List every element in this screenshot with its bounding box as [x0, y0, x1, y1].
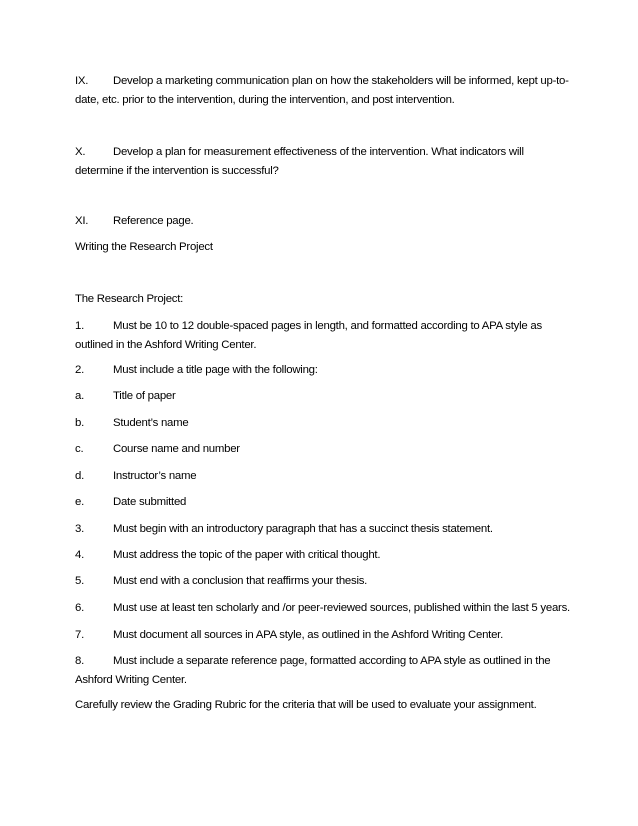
- section-x: [75, 143, 575, 181]
- section-xi: [75, 212, 575, 231]
- item-text: Instructor’s name: [113, 470, 197, 482]
- list-item: [75, 626, 575, 645]
- list-item: [75, 599, 575, 618]
- list-item: [75, 493, 575, 512]
- section-text-continued: determine if the intervention is successful?: [75, 165, 279, 177]
- section-number: XI.: [75, 215, 89, 227]
- list-item: [75, 317, 575, 355]
- project-heading: The Research Project:: [75, 293, 184, 305]
- list-item: [75, 572, 575, 591]
- section-text: Develop a marketing communication plan on how the stakeholders will be informed, kept up-to-: [113, 75, 569, 87]
- item-text: Student’s name: [113, 417, 189, 429]
- item-text-continued: outlined in the Ashford Writing Center.: [75, 339, 257, 351]
- item-text-continued: Ashford Writing Center.: [75, 674, 187, 686]
- item-number: 4.: [75, 549, 84, 561]
- item-number: e.: [75, 496, 84, 508]
- item-number: 8.: [75, 655, 84, 667]
- item-text: Course name and number: [113, 443, 240, 455]
- item-number: 5.: [75, 575, 84, 587]
- item-text: Must address the topic of the paper with critical thought.: [113, 549, 381, 561]
- item-number: 7.: [75, 629, 84, 641]
- section-number: IX.: [75, 75, 89, 87]
- item-number: 2.: [75, 364, 84, 376]
- section-text: Develop a plan for measurement effectiveness of the intervention. What indicators will: [113, 146, 524, 158]
- item-number: 1.: [75, 320, 84, 332]
- list-item: [75, 546, 575, 565]
- list-item: [75, 361, 575, 380]
- list-item: [75, 652, 575, 690]
- item-text: Must include a separate reference page, formatted according to APA style as outlined in the: [113, 655, 551, 667]
- item-text: Must document all sources in APA style, as outlined in the Ashford Writing Center.: [113, 629, 503, 641]
- writing-heading: Writing the Research Project: [75, 241, 213, 253]
- item-number: a.: [75, 390, 84, 402]
- list-item: [75, 387, 575, 406]
- item-text: Date submitted: [113, 496, 187, 508]
- item-text: Must be 10 to 12 double-spaced pages in length, and formatted according to APA style as: [113, 320, 542, 332]
- section-text-continued: date, etc. prior to the intervention, during the intervention, and post intervention.: [75, 94, 455, 106]
- section-number: X.: [75, 146, 86, 158]
- item-text: Must end with a conclusion that reaffirms your thesis.: [113, 575, 368, 587]
- list-item: [75, 440, 575, 459]
- item-text: Title of paper: [113, 390, 176, 402]
- item-number: b.: [75, 417, 84, 429]
- item-number: 3.: [75, 523, 84, 535]
- list-item: [75, 414, 575, 433]
- section-text: Reference page.: [113, 215, 194, 227]
- list-item: [75, 467, 575, 486]
- closing-note: Carefully review the Grading Rubric for the criteria that will be used to evaluate your assignment.: [75, 699, 537, 711]
- item-text: Must use at least ten scholarly and /or peer-reviewed sources, published within the last 5 years.: [113, 602, 570, 614]
- item-number: d.: [75, 470, 84, 482]
- item-number: 6.: [75, 602, 84, 614]
- item-number: c.: [75, 443, 84, 455]
- section-ix: [75, 72, 575, 110]
- item-text: Must begin with an introductory paragraph that has a succinct thesis statement.: [113, 523, 493, 535]
- item-text: Must include a title page with the following:: [113, 364, 318, 376]
- list-item: [75, 520, 575, 539]
